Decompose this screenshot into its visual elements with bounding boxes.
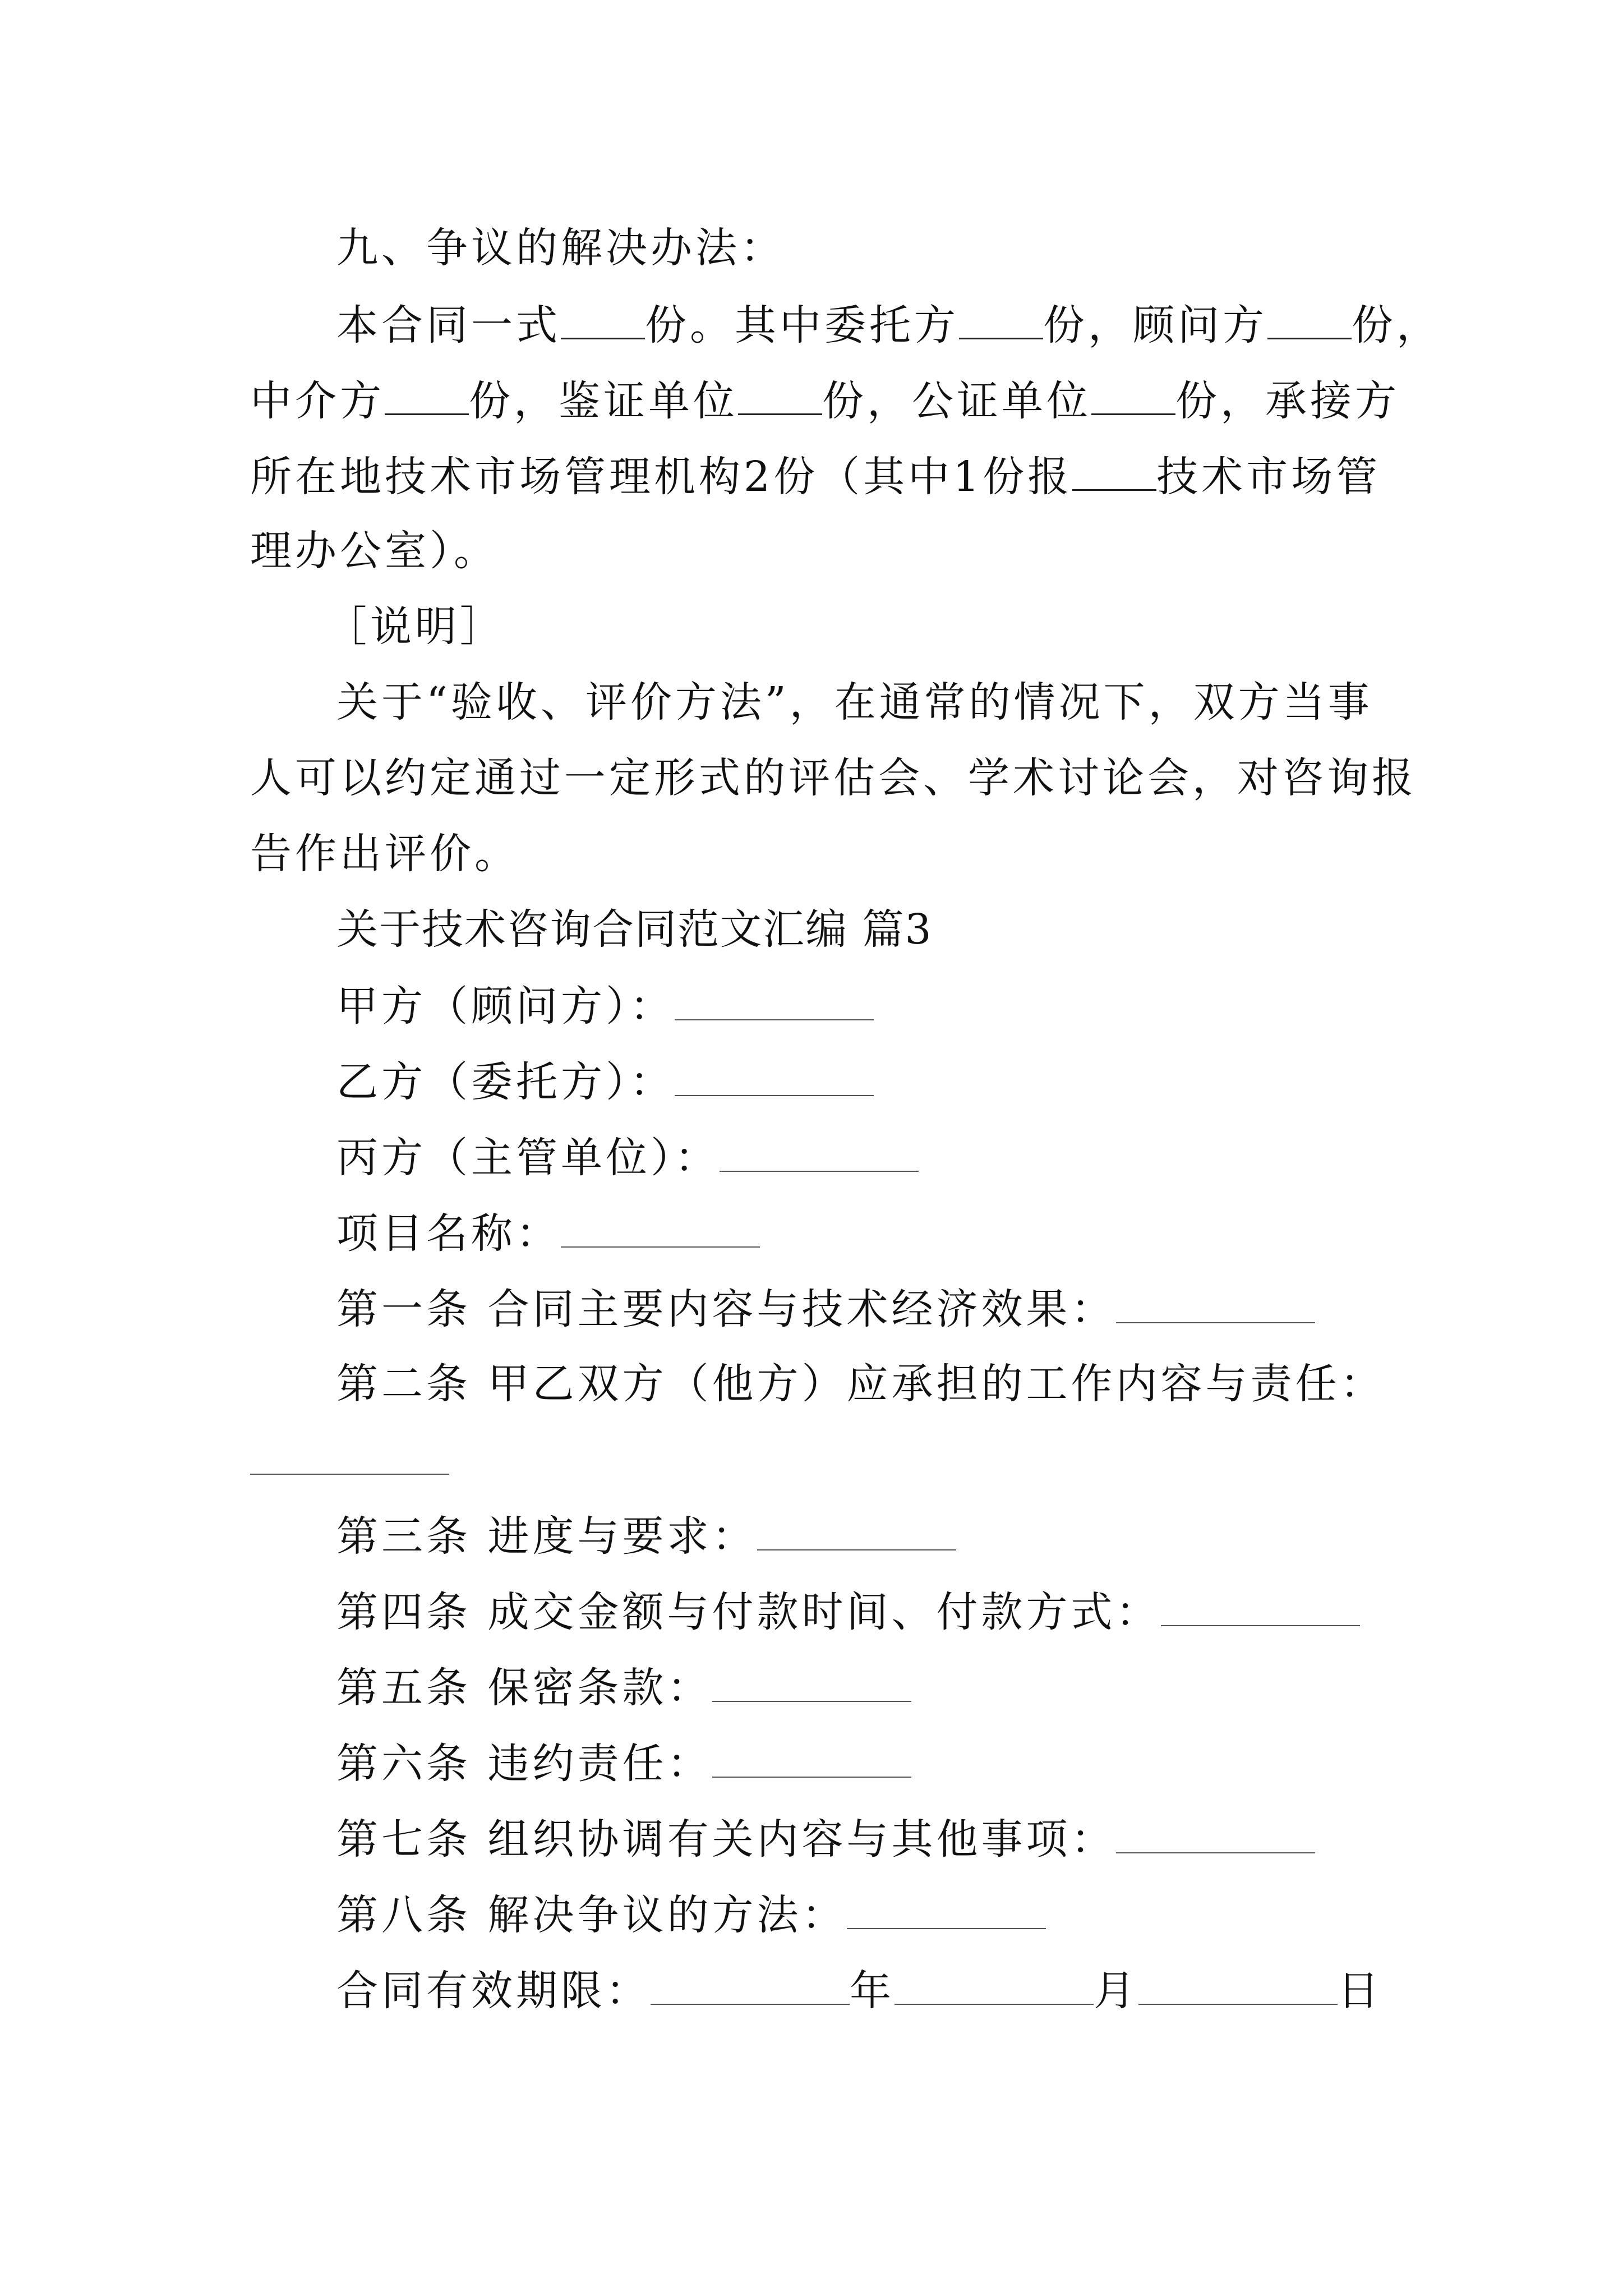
client-copies-blank bbox=[959, 303, 1043, 339]
clause-2-blank-line bbox=[250, 1439, 449, 1481]
market-office-blank bbox=[1072, 454, 1156, 491]
copies-line-4: 理办公室）。 bbox=[250, 527, 499, 575]
note-line-2: 人可以约定通过一定形式的评估会、学术讨论会，对咨询报 bbox=[250, 754, 1417, 802]
validity-day-blank bbox=[1138, 1969, 1338, 2005]
article3-title: 关于技术咨询合同范文汇编 篇3 bbox=[336, 905, 933, 954]
clause-6-line: 第六条 违约责任： bbox=[336, 1742, 911, 1784]
clause-2-line: 第二条 甲乙双方（他方）应承担的工作内容与责任： bbox=[336, 1360, 1385, 1408]
section9-heading: 九、争议的解决办法： bbox=[336, 224, 785, 272]
validity-line: 合同有效期限： 年 月 日 bbox=[336, 1967, 1382, 2015]
clause-4-line: 第四条 成交金额与付款时间、付款方式： bbox=[336, 1590, 1360, 1633]
note-heading: ［说明］ bbox=[325, 602, 505, 651]
party-c-line: 丙方（主管单位）： bbox=[336, 1136, 919, 1179]
party-a-line: 甲方（顾问方）： bbox=[336, 984, 874, 1027]
consultant-copies-blank bbox=[1267, 303, 1352, 339]
copies-line-1: 本合同一式 份。其中委托方 份，顾问方 份， bbox=[336, 301, 1441, 349]
verification-copies-blank bbox=[738, 379, 822, 415]
clause-1-line: 第一条 合同主要内容与技术经济效果： bbox=[336, 1287, 1315, 1330]
clause-8-blank bbox=[847, 1893, 1046, 1929]
notary-copies-blank bbox=[1091, 379, 1175, 415]
project-name-line: 项目名称： bbox=[336, 1212, 760, 1254]
party-b-line: 乙方（委托方）： bbox=[336, 1060, 874, 1103]
clause-2-blank bbox=[250, 1439, 449, 1475]
copies-line-2: 中介方 份，鉴证单位 份，公证单位 份，承接方 bbox=[250, 377, 1400, 425]
clause-1-blank bbox=[1116, 1287, 1315, 1323]
clause-6-blank bbox=[712, 1742, 911, 1778]
party-a-blank bbox=[675, 984, 874, 1020]
project-name-blank bbox=[561, 1212, 760, 1248]
validity-month-blank bbox=[895, 1969, 1094, 2005]
intermediary-copies-blank bbox=[385, 379, 469, 415]
clause-3-blank bbox=[757, 1515, 956, 1550]
clause-8-line: 第八条 解决争议的方法： bbox=[336, 1893, 1046, 1936]
clause-3-line: 第三条 进度与要求： bbox=[336, 1515, 956, 1557]
party-b-blank bbox=[675, 1060, 874, 1096]
note-line-1: 关于“验收、评价方法”，在通常的情况下，双方当事 bbox=[336, 678, 1373, 726]
validity-year-blank bbox=[651, 1969, 850, 2005]
clause-7-blank bbox=[1116, 1818, 1315, 1853]
party-c-blank bbox=[720, 1136, 919, 1172]
clause-5-blank bbox=[712, 1666, 911, 1702]
clause-4-blank bbox=[1161, 1590, 1360, 1626]
note-line-3: 告作出评价。 bbox=[250, 830, 519, 878]
clause-5-line: 第五条 保密条款： bbox=[336, 1666, 911, 1709]
clause-7-line: 第七条 组织协调有关内容与其他事项： bbox=[336, 1818, 1315, 1860]
copies-line-3: 所在地技术市场管理机构2份（其中1份报 技术市场管 bbox=[250, 453, 1381, 501]
copies-total-blank bbox=[561, 303, 645, 339]
